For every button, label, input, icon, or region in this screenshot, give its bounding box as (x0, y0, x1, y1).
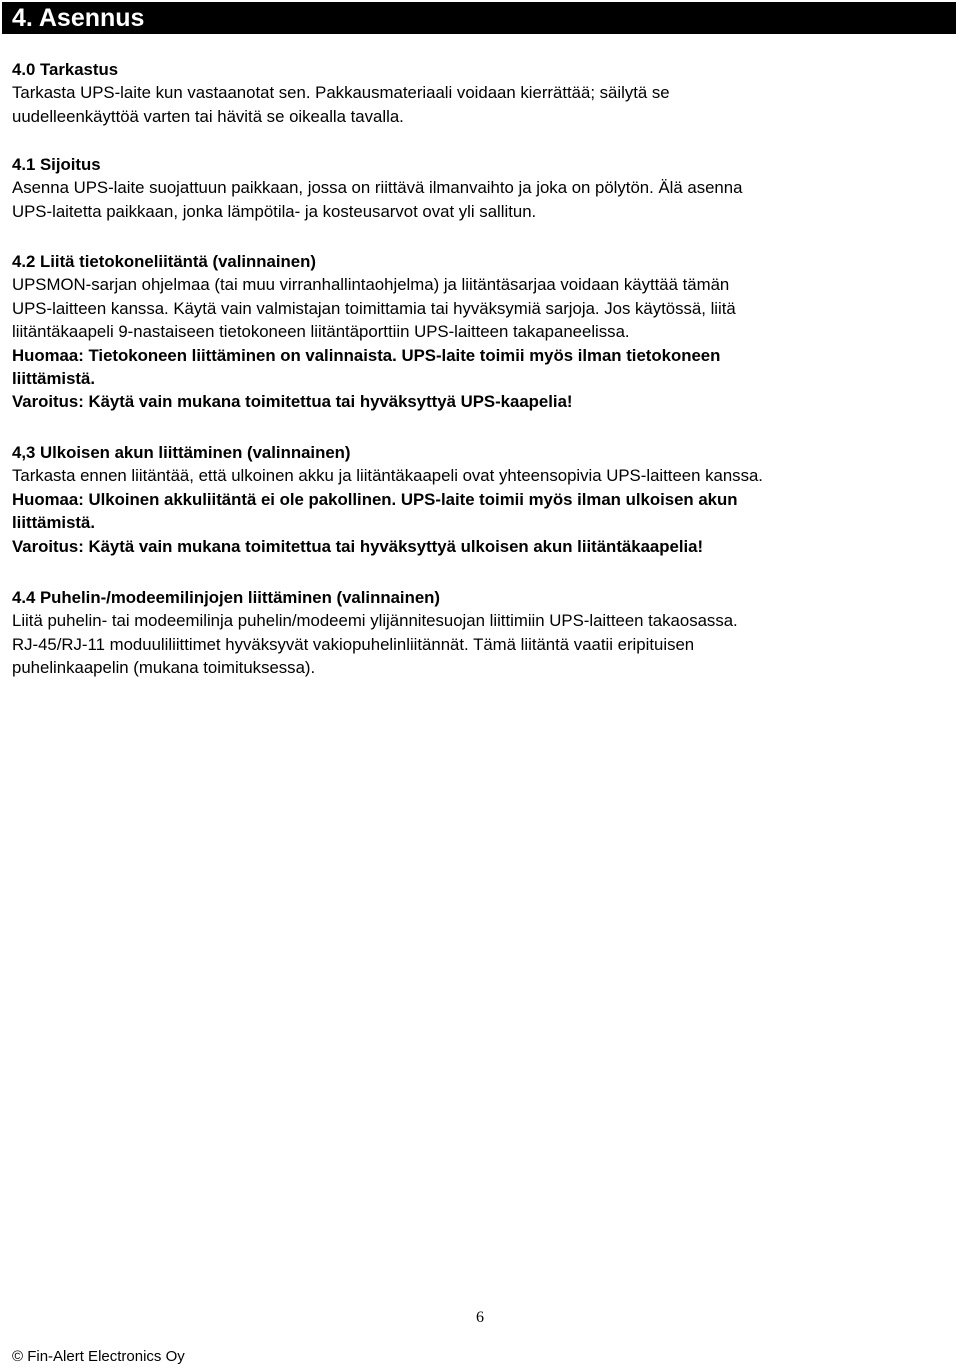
chapter-header-bar (2, 2, 956, 34)
page-number: 6 (476, 1309, 484, 1326)
note-line: liittämistä. (12, 369, 95, 389)
section-placement (12, 153, 948, 223)
section-heading: 4.4 Puhelin-/modeemilinjojen liittäminen (valinnainen) (12, 588, 440, 607)
body-line: UPS-laitteen kanssa. Käytä vain valmistajan toimittamia tai hyväksymiä sarjoja. Jos käytössä, liitä (12, 298, 736, 318)
section-computer-connection (12, 250, 948, 414)
note-line: Huomaa: Tietokoneen liittäminen on valinnaista. UPS-laite toimii myös ilman tietokoneen (12, 345, 721, 365)
body-line: liitäntäkaapeli 9-nastaiseen tietokoneen liitäntäporttiin UPS-laitteen takapaneelissa. (12, 322, 630, 342)
note-line: liittämistä. (12, 513, 95, 533)
footer-copyright: © Fin-Alert Electronics Oy (12, 1348, 185, 1365)
body-line: UPSMON-sarjan ohjelmaa (tai muu virranhallintaohjelma) ja liitäntäsarjaa voidaan käyttää tämän (12, 275, 730, 295)
warning-line: Varoitus: Käytä vain mukana toimitettua tai hyväksyttyä UPS-kaapelia! (12, 392, 573, 412)
warning-line: Varoitus: Käytä vain mukana toimitettua tai hyväksyttyä ulkoisen akun liitäntäkaapelia! (12, 536, 704, 556)
section-heading: 4.1 Sijoitus (12, 155, 101, 174)
body-line: Tarkasta ennen liitäntää, että ulkoinen akku ja liitäntäkaapeli ovat yhteensopivia UPS-laitteen kanssa. (12, 466, 763, 486)
section-heading: 4.0 Tarkastus (12, 60, 119, 79)
body-line: RJ-45/RJ-11 moduuliliittimet hyväksyvät vakiopuhelinliitännät. Tämä liitäntä vaatii eripituisen (12, 634, 695, 654)
chapter-title: 4. Asennus (12, 3, 145, 32)
body-line: UPS-laitetta paikkaan, jonka lämpötila- ja kosteusarvot ovat yli sallitun. (12, 201, 537, 221)
section-heading: 4,3 Ulkoisen akun liittäminen (valinnainen) (12, 443, 351, 462)
section-inspection (12, 58, 948, 128)
body-line: Liitä puhelin- tai modeemilinja puhelin/modeemi ylijännitesuojan liittimiin UPS-laitteen takaosassa. (12, 611, 738, 631)
body-line: Asenna UPS-laite suojattuun paikkaan, jossa on riittävä ilmanvaihto ja joka on pölytön. Älä asenna (12, 178, 743, 198)
section-phone-modem-lines (12, 586, 948, 680)
body-line: Tarkasta UPS-laite kun vastaanotat sen. Pakkausmateriaali voidaan kierrättää; säilytä se (12, 83, 670, 103)
section-heading: 4.2 Liitä tietokoneliitäntä (valinnainen) (12, 252, 316, 271)
note-line: Huomaa: Ulkoinen akkuliitäntä ei ole pakollinen. UPS-laite toimii myös ilman ulkoisen akun (12, 489, 738, 509)
body-line: puhelinkaapelin (mukana toimituksessa). (12, 658, 316, 678)
body-line: uudelleenkäyttöä varten tai hävitä se oikealla tavalla. (12, 106, 404, 126)
section-external-battery (12, 441, 948, 558)
